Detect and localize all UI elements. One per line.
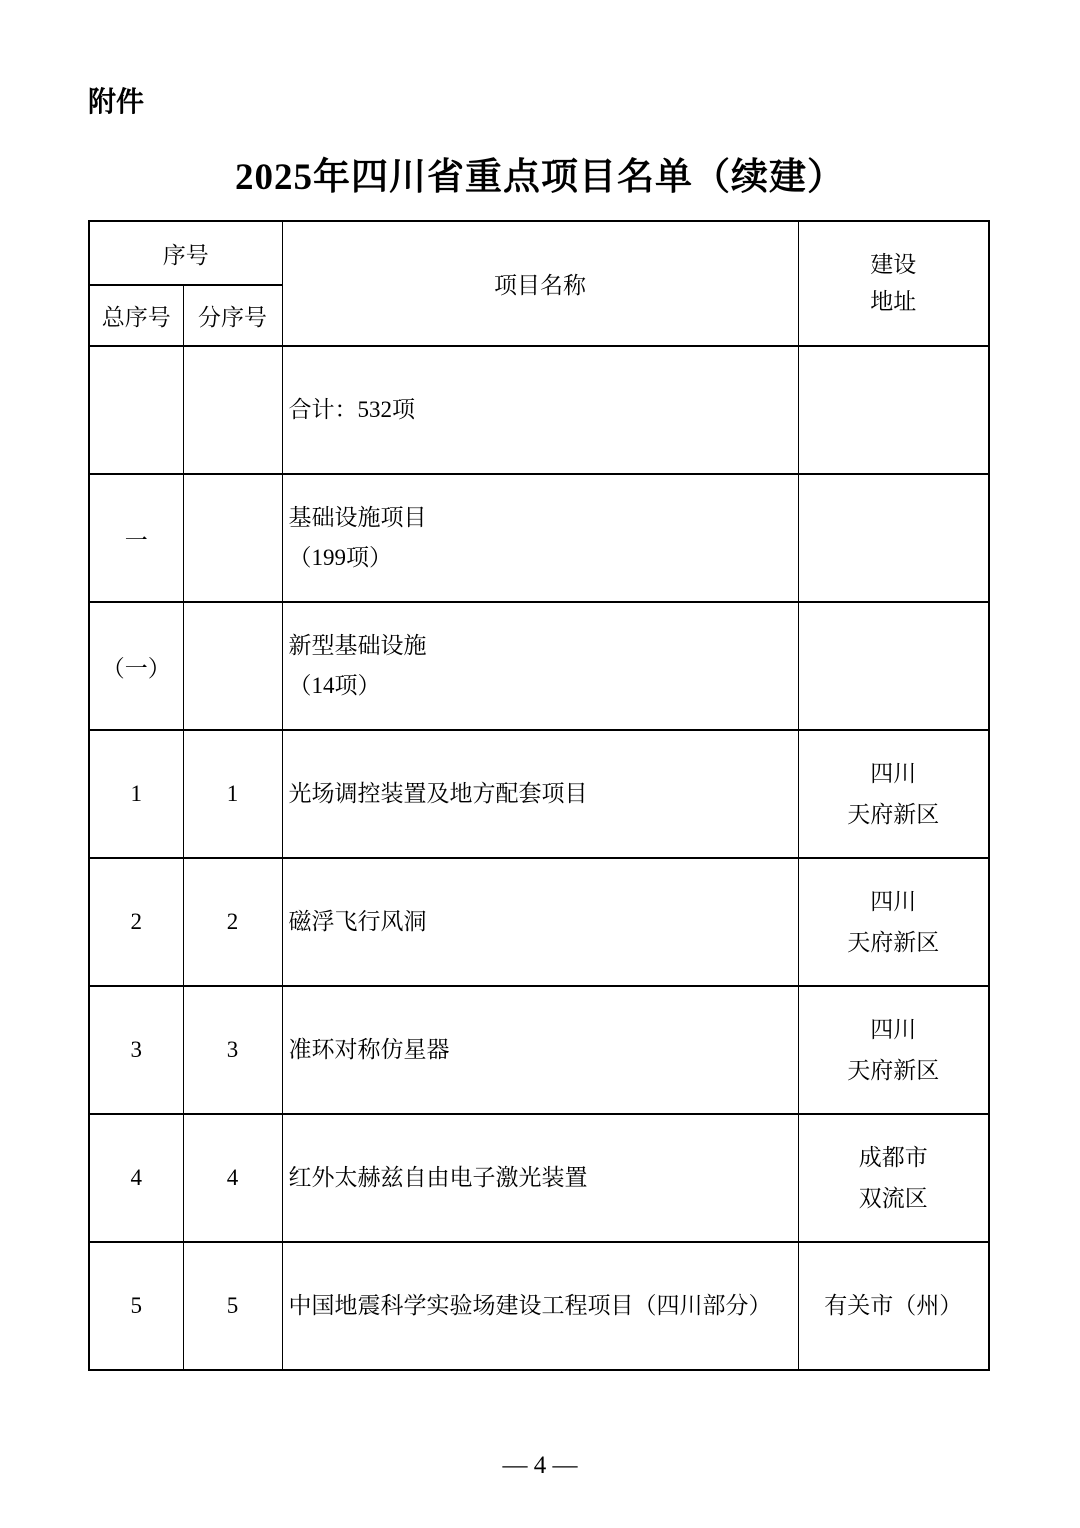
header-row-top	[89, 221, 989, 285]
total-serial-cell-line: 5	[130, 1293, 142, 1318]
project-name-cell-line: 磁浮飞行风洞	[288, 908, 427, 934]
sub-serial-cell-line: 5	[226, 1293, 239, 1318]
total-serial-cell	[89, 602, 183, 730]
table-row	[89, 730, 989, 858]
sub-serial-cell-line: 3	[226, 1037, 239, 1062]
address-cell-line: 四川	[870, 760, 917, 786]
project-name-cell	[282, 474, 798, 602]
project-name-cell	[282, 602, 798, 730]
project-name-cell	[282, 1114, 798, 1242]
project-name-cell-line: 新型基础设施	[288, 632, 427, 658]
table-row	[89, 474, 989, 602]
address-cell	[798, 346, 989, 474]
project-name-cell-line: 光场调控装置及地方配套项目	[288, 780, 588, 806]
total-serial-cell	[89, 1114, 183, 1242]
table-row	[89, 1242, 989, 1370]
address-cell-line: 四川	[870, 1016, 917, 1042]
total-serial-cell	[89, 346, 183, 474]
address-cell	[798, 986, 989, 1114]
project-name-cell	[282, 346, 798, 474]
total-serial-cell-line: 2	[130, 909, 142, 934]
total-serial-cell	[89, 858, 183, 986]
address-cell	[798, 858, 989, 986]
sub-serial-cell	[183, 474, 282, 602]
total-serial-cell-line: 1	[130, 781, 142, 806]
total-serial-cell-line: （一）	[101, 655, 171, 681]
header-sub-serial: 分序号	[183, 285, 282, 346]
project-name-cell	[282, 730, 798, 858]
project-name-cell-line: （14项）	[288, 673, 381, 698]
page-number: — 4 —	[502, 1452, 578, 1479]
table-row	[89, 602, 989, 730]
sub-serial-cell	[183, 346, 282, 474]
project-name-cell	[282, 1242, 798, 1370]
header-total-serial: 总序号	[89, 285, 183, 346]
page-title: 2025年四川省重点项目名单（续建）	[235, 157, 845, 198]
address-cell	[798, 1242, 989, 1370]
total-serial-cell-line: 一	[124, 527, 148, 553]
project-name-cell	[282, 986, 798, 1114]
project-table	[88, 220, 990, 1371]
table-row	[89, 986, 989, 1114]
header-address	[798, 221, 989, 346]
project-name-cell	[282, 858, 798, 986]
total-serial-cell	[89, 986, 183, 1114]
table-body	[89, 346, 989, 1370]
sub-serial-cell-line: 2	[226, 909, 239, 934]
project-name-cell-line: 基础设施项目	[288, 504, 427, 530]
total-serial-cell-line: 3	[130, 1037, 142, 1062]
project-name-cell-line: 合计：532项	[288, 396, 415, 422]
address-cell-line: 四川	[870, 888, 917, 914]
sub-serial-cell-line: 1	[226, 781, 239, 806]
address-cell	[798, 602, 989, 730]
table-row	[89, 346, 989, 474]
project-name-cell-line: 红外太赫兹自由电子激光装置	[288, 1164, 588, 1190]
address-cell-line: 天府新区	[847, 930, 940, 955]
sub-serial-cell	[183, 858, 282, 986]
sub-serial-cell-line: 4	[226, 1165, 239, 1190]
table-header	[89, 221, 989, 346]
table-row	[89, 1114, 989, 1242]
table-row	[89, 858, 989, 986]
address-cell-line: 有关市（州）	[824, 1293, 963, 1319]
sub-serial-cell	[183, 730, 282, 858]
sub-serial-cell	[183, 986, 282, 1114]
address-cell-line: 天府新区	[847, 1058, 940, 1083]
address-cell	[798, 474, 989, 602]
address-cell-line: 成都市	[858, 1144, 928, 1170]
address-cell-line: 天府新区	[847, 802, 940, 827]
sub-serial-cell	[183, 1242, 282, 1370]
header-address-line2: 地址	[870, 288, 917, 314]
sub-serial-cell	[183, 1114, 282, 1242]
project-name-cell-line: 准环对称仿星器	[288, 1036, 450, 1062]
address-cell	[798, 1114, 989, 1242]
header-project-name: 项目名称	[282, 221, 798, 346]
project-name-cell-line: （199项）	[288, 545, 392, 570]
sub-serial-cell	[183, 602, 282, 730]
project-name-cell-line: 中国地震科学实验场建设工程项目（四川部分）	[288, 1292, 772, 1318]
address-cell-line: 双流区	[858, 1186, 928, 1211]
header-address-line1: 建设	[870, 251, 917, 277]
total-serial-cell	[89, 474, 183, 602]
total-serial-cell	[89, 730, 183, 858]
attachment-label: 附件	[88, 86, 145, 117]
header-serial: 序号	[89, 221, 282, 285]
address-cell	[798, 730, 989, 858]
total-serial-cell	[89, 1242, 183, 1370]
total-serial-cell-line: 4	[130, 1165, 142, 1190]
